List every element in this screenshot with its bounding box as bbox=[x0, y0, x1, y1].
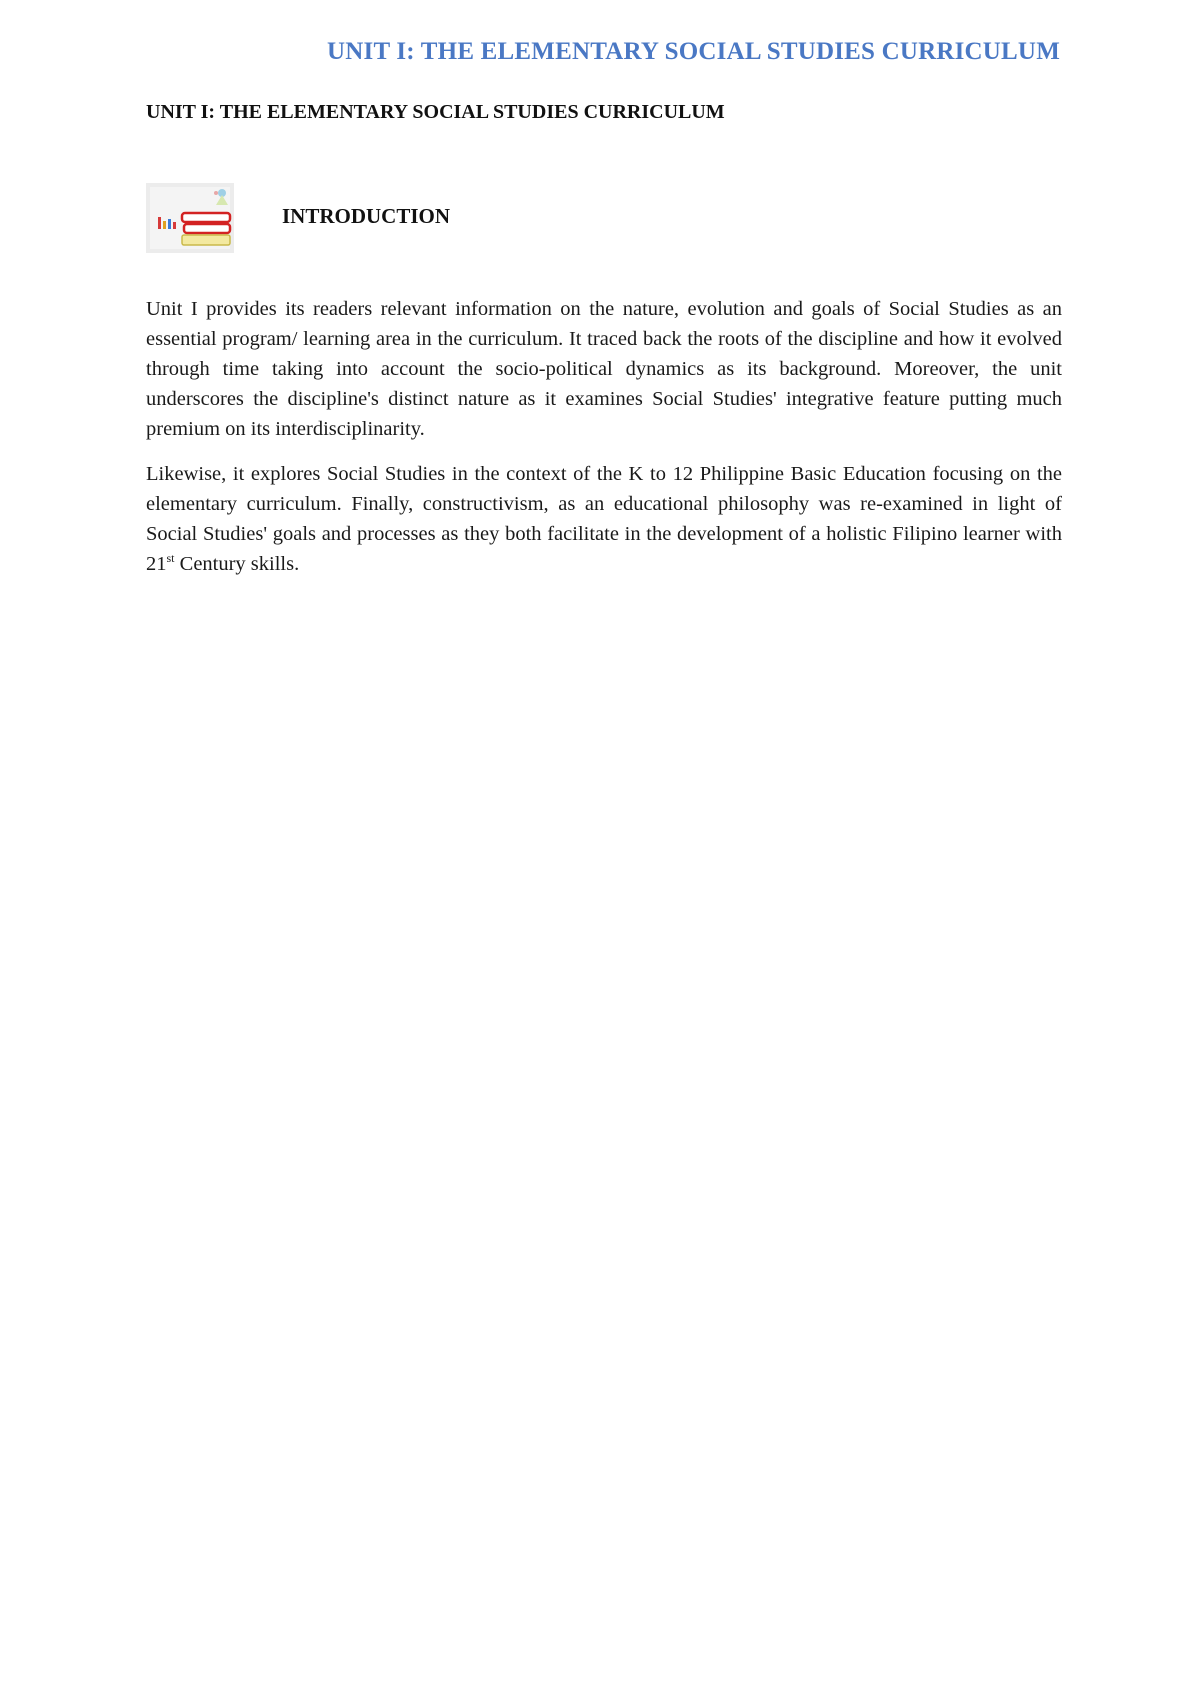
introduction-heading: INTRODUCTION bbox=[282, 204, 451, 228]
running-header: UNIT I: THE ELEMENTARY SOCIAL STUDIES CURRICULUM bbox=[327, 38, 1060, 65]
paragraph-text: Likewise, it explores Social Studies in the context of the K to 12 Philippine Basic Education focusing on the elementary curriculum. Finally, constructivism, as an educational philosophy was re-examined in light of Social Studies' goals and processes as they both facilitate in the development of a holistic Filipino learner with 21 bbox=[146, 463, 1062, 575]
superscript-ordinal: st bbox=[166, 551, 175, 566]
introduction-paragraph: Unit I provides its readers relevant information on the nature, evolution and goals of Social Studies as an essential program/ learning area in the curriculum. It traced back the roots of the discipline and how it evolved through time taking into account the socio-political dynamics as its background. Moreover, the unit underscores the discipline's distinct nature as it examines Social Studies' integrative feature putting much premium on its interdisciplinarity. bbox=[146, 298, 1062, 440]
unit-title: UNIT I: THE ELEMENTARY SOCIAL STUDIES CURRICULUM bbox=[146, 101, 725, 123]
books-icon bbox=[146, 183, 234, 253]
introduction-body bbox=[146, 294, 1062, 594]
introduction-paragraph bbox=[146, 459, 1062, 579]
paragraph-text: Century skills. bbox=[174, 553, 300, 575]
